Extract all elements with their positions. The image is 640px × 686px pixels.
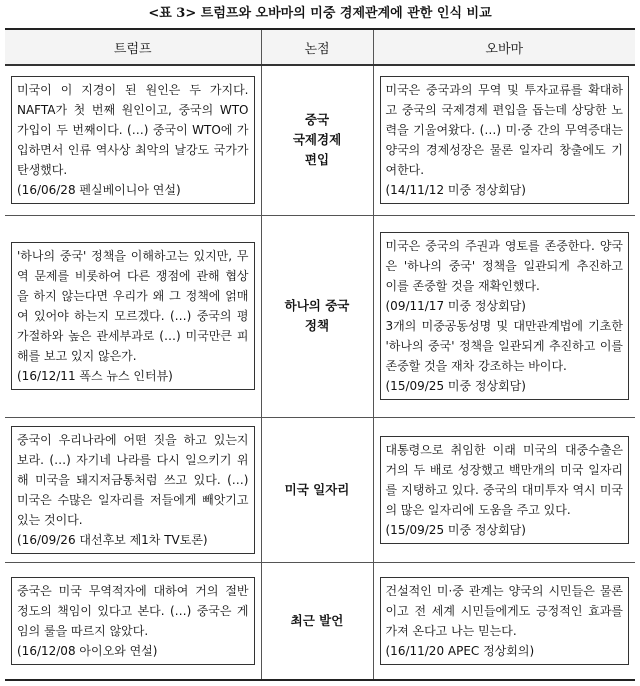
quote-source: (14/11/12 미중 정상회담) [385,183,526,198]
quote-text: 대통령으로 취임한 이래 미국의 대중수출은 거의 두 배로 성장했고 백만개의 미국 일자리를 지탱하고 있다. 중국의 대미투자 역시 미국의 많은 일자리에 도움을 주고 있다. [385,442,623,517]
quote-box [11,577,255,665]
quote-box [11,76,255,204]
trump-cell [5,215,261,417]
quote-box [380,232,630,400]
quote-source: (16/09/26 대선후보 제1차 TV토론) [17,532,208,547]
table-row [5,562,635,680]
issue-cell: 중국 국제경제 편입 [261,65,373,215]
quote-text: 중국은 미국 무역적자에 대하여 거의 절반 정도의 책임이 있다고 본다. (…) 중국은 게임의 룰을 따르지 않았다. [17,583,249,638]
header-trump: 트럼프 [5,29,261,65]
quote-text: 건설적인 미·중 관계는 양국의 시민들은 물론이고 전 세계 시민들에게도 긍정적인 효과를 가져 온다고 나는 믿는다. [385,583,623,638]
quote-box [380,76,630,204]
obama-cell [373,417,635,562]
table-row [5,215,635,417]
table-row [5,65,635,215]
quote-source: (15/09/25 미중 정상회담) [385,522,526,537]
comparison-table [5,28,635,681]
header-row [5,29,635,65]
trump-cell [5,417,261,562]
obama-cell [373,562,635,680]
quote-source: (16/12/11 폭스 뉴스 인터뷰) [17,369,173,383]
quote-source: (16/11/20 APEC 정상회의) [385,643,535,658]
obama-cell [373,215,635,417]
quote-box [11,242,255,390]
quote-box [11,426,255,554]
header-issue: 논점 [261,29,373,65]
quote-source: (09/11/17 미중 정상회담) [385,299,526,313]
obama-cell [373,65,635,215]
issue-cell: 최근 발언 [261,562,373,680]
header-obama: 오바마 [373,29,635,65]
trump-cell [5,65,261,215]
table-caption: <표 3> 트럼프와 오바마의 미중 경제관계에 관한 인식 비교 [148,6,492,21]
quote-text: 미국이 이 지경이 된 원인은 두 가지다. NAFTA가 첫 번째 원인이고, 중국의 WTO 가입이 두 번째이다. (…) 중국이 WTO에 가입하면서 인류 역사상 최악의 날강도 국가가 탄생했다. [17,83,249,178]
quote-source: (16/12/08 아이오와 연설) [17,643,158,658]
quote-source: (16/06/28 펜실베이니아 연설) [17,183,181,198]
issue-cell: 하나의 중국 정책 [261,215,373,417]
quote-box [380,577,630,665]
issue-cell: 미국 일자리 [261,417,373,562]
quote-text: 미국은 중국과의 무역 및 투자교류를 확대하고 중국의 국제경제 편입을 돕는데 상당한 노력을 기울여왔다. (…) 미·중 간의 무역증대는 양국의 경제성장은 물론 일자리 창출에도 기여한다. [385,83,623,178]
quote-box [380,436,630,544]
table-row [5,417,635,562]
quote-text-2: 3개의 미중공동성명 및 대만관계법에 기초한 '하나의 중국' 정책을 일관되게 추진하고 이를 존중할 것을 재차 강조하는 바이다. [385,319,623,373]
quote-text: 중국이 우리나라에 어떤 짓을 하고 있는지 보라. (…) 자기네 나라를 다시 일으키기 위해 미국을 돼지저금통처럼 쓰고 있다. (…) 미국은 수많은 일자리를 저들에게 빼앗기고 있는 것이다. [17,432,249,527]
quote-text: 미국은 중국의 주권과 영토를 존중한다. 양국은 '하나의 중국' 정책을 일관되게 추진하고 이를 존중할 것을 재확인했다. [385,239,623,293]
quote-source-2: (15/09/25 미중 정상회담) [385,379,526,393]
quote-text: '하나의 중국' 정책을 이해하고는 있지만, 무역 문제를 비롯하여 다른 쟁점에 관해 협상을 하지 않는다면 우리가 왜 그 정책에 얽매여 있어야 하는지 모르겠다. (…) 중국의 평가절하와 높은 관세부과로 (…) 미국만큰 피해를 보고 있지 않은가. [17,249,249,363]
trump-cell [5,562,261,680]
